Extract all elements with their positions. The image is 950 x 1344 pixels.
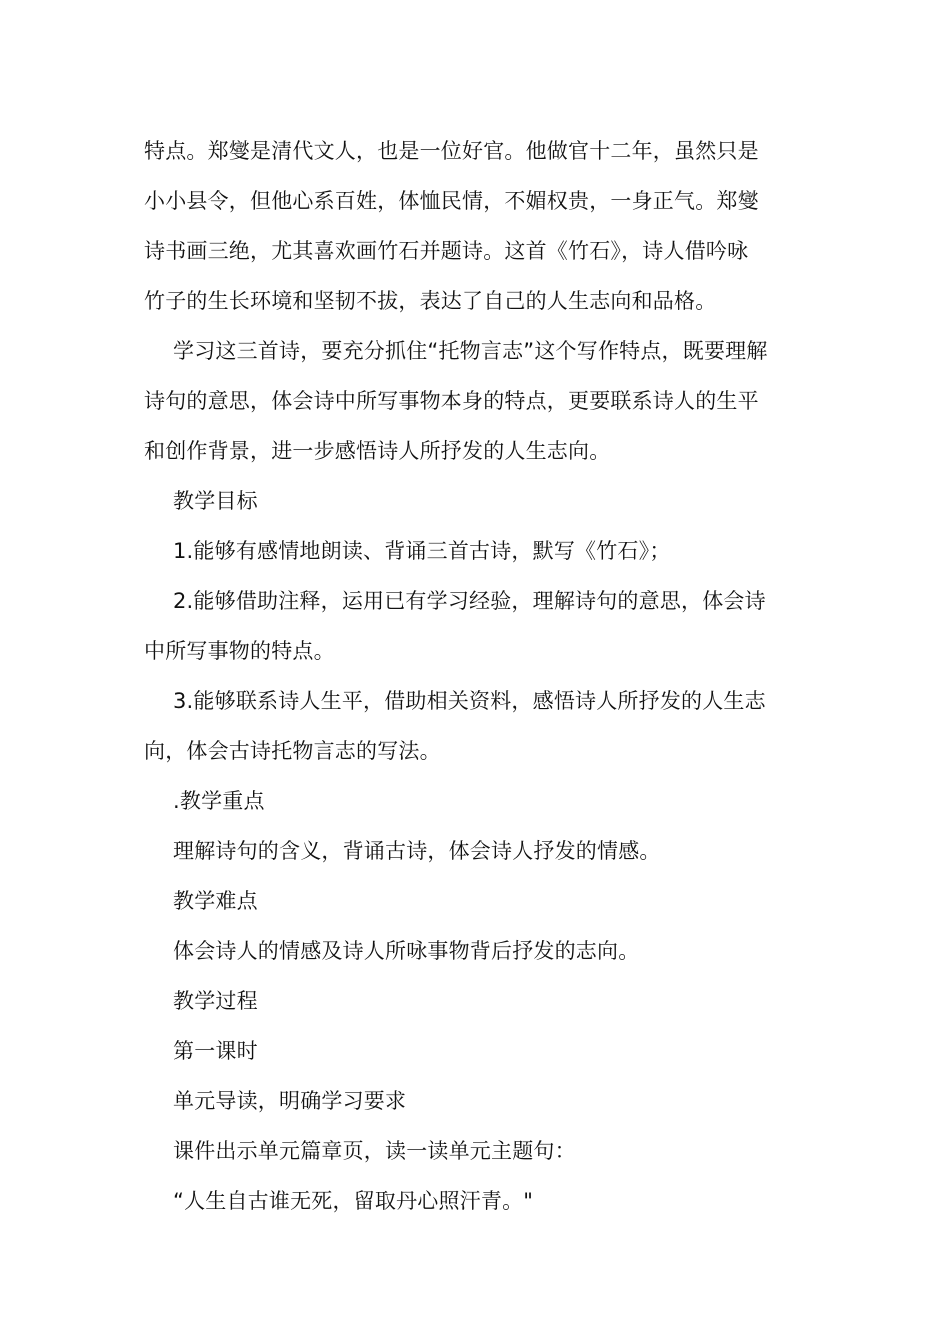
text-line: 和创作背景，进一步感悟诗人所抒发的人生志向。 [144,439,611,463]
goal-item-2: 2.能够借助注释，运用已有学习经验，理解诗句的意思，体会诗 [173,589,766,613]
text-line: 特点。郑燮是清代文人，也是一位好官。他做官十二年，虽然只是 [144,139,759,163]
text-line: 向，体会古诗托物言志的写法。 [144,739,441,763]
quote-line: “人生自古谁无死，留取丹心照汗青。" [173,1189,534,1213]
text-line: 单元导读，明确学习要求 [173,1089,407,1113]
text-line: 诗句的意思，体会诗中所写事物本身的特点，更要联系诗人的生平 [144,389,759,413]
goal-item-3: 3.能够联系诗人生平，借助相关资料，感悟诗人所抒发的人生志 [173,689,766,713]
text-line: 体会诗人的情感及诗人所咏事物背后抒发的志向。 [173,939,640,963]
text-line: 竹子的生长环境和坚韧不拔，表达了自己的人生志向和品格。 [144,289,717,313]
text-line: 理解诗句的含义，背诵古诗，体会诗人抒发的情感。 [173,839,661,863]
text-line: 课件出示单元篇章页，读一读单元主题句： [173,1139,576,1163]
section-heading-process: 教学过程 [173,989,258,1013]
section-heading-first-lesson: 第一课时 [173,1039,258,1063]
text-line: 中所写事物的特点。 [144,639,335,663]
text-line: 小小县令，但他心系百姓，体恤民情，不媚权贵，一身正气。郑燮 [144,189,759,213]
goal-item-1: 1.能够有感情地朗读、背诵三首古诗，默写《竹石》； [173,539,671,563]
section-heading-difficulties: 教学难点 [173,889,258,913]
text-line: 学习这三首诗，要充分抓住“托物言志”这个写作特点，既要理解 [173,339,768,363]
document-body [144,126,810,1226]
text-line: 诗书画三绝，尤其喜欢画竹石并题诗。这首《竹石》，诗人借吟咏 [144,239,749,263]
section-heading-teaching-goals: 教学目标 [173,489,258,513]
section-heading-key-points: .教学重点 [173,789,265,813]
